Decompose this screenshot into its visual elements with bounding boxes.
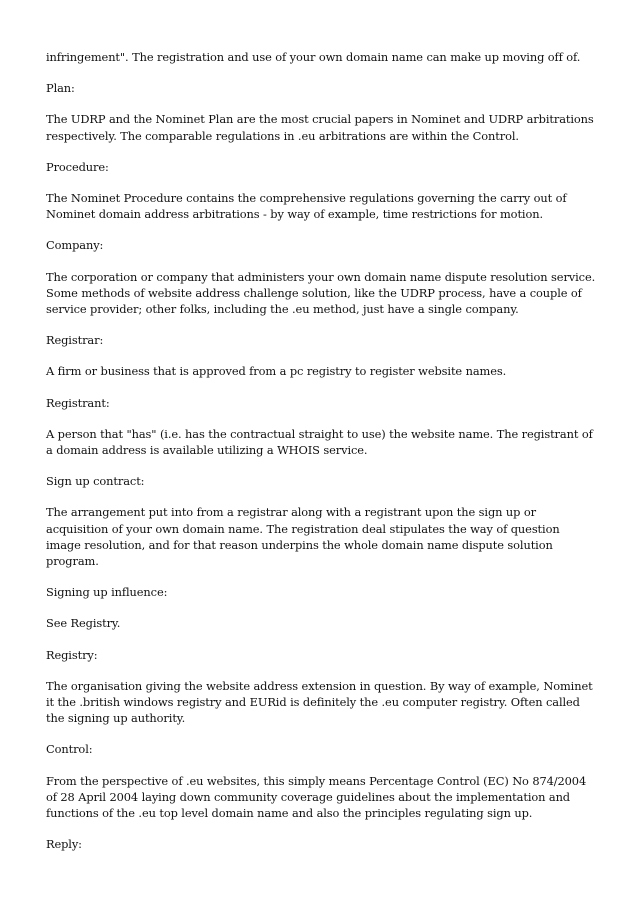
heading-registry: Registry:: [46, 647, 98, 662]
paragraph-registry: The organisation giving the website address extension in question. By way of example, Nominet it the .british windows registry and EURid is definitely the .eu computer registry. Often called the signing up authority.: [46, 678, 593, 726]
paragraph-sign-up-contract: The arrangement put into from a registrar along with a registrant upon the sign up or acquisition of your own domain name. The registration deal stipulates the way of question image resolution, and for that reason underpins the whole domain name dispute solution program.: [46, 505, 560, 569]
heading-sign-up-contract: Sign up contract:: [46, 474, 145, 489]
heading-plan: Plan:: [46, 81, 75, 96]
heading-registrar: Registrar:: [46, 333, 104, 348]
document-body: [46, 49, 596, 868]
paragraph-see-registry: See Registry.: [46, 616, 121, 631]
paragraph-plan: The UDRP and the Nominet Plan are the most crucial papers in Nominet and UDRP arbitrations respectively. The comparable regulations in .eu arbitrations are within the Control.: [46, 112, 594, 143]
paragraph-registrar: A firm or business that is approved from a pc registry to register website names.: [46, 364, 507, 379]
heading-control: Control:: [46, 742, 93, 757]
heading-registrant: Registrant:: [46, 395, 110, 410]
paragraph-procedure: The Nominet Procedure contains the comprehensive regulations governing the carry out of Nominet domain address arbitrations - by way of example, time restrictions for motion.: [46, 191, 567, 222]
heading-procedure: Procedure:: [46, 159, 109, 174]
paragraph-infringement-continued: infringement". The registration and use of your own domain name can make up moving off of.: [46, 50, 581, 64]
paragraph-company: The corporation or company that administers your own domain name dispute resolution service. Some methods of website address challenge solution, like the UDRP process, have a couple of service provider; other folks, including the .eu method, just have a single company.: [46, 269, 596, 317]
heading-reply: Reply:: [46, 837, 82, 852]
paragraph-registrant: A person that "has" (i.e. has the contractual straight to use) the website name. The registrant of a domain address is available utilizing a WHOIS service.: [46, 426, 593, 458]
heading-company: Company:: [46, 238, 104, 253]
heading-signing-up-influence: Signing up influence:: [46, 585, 168, 600]
paragraph-control: From the perspective of .eu websites, this simply means Percentage Control (EC) No 874/2004 of 28 April 2004 laying down community coverage guidelines about the implementation and functions of the .eu top level domain name and also the principles regulating sign up.: [46, 773, 587, 821]
